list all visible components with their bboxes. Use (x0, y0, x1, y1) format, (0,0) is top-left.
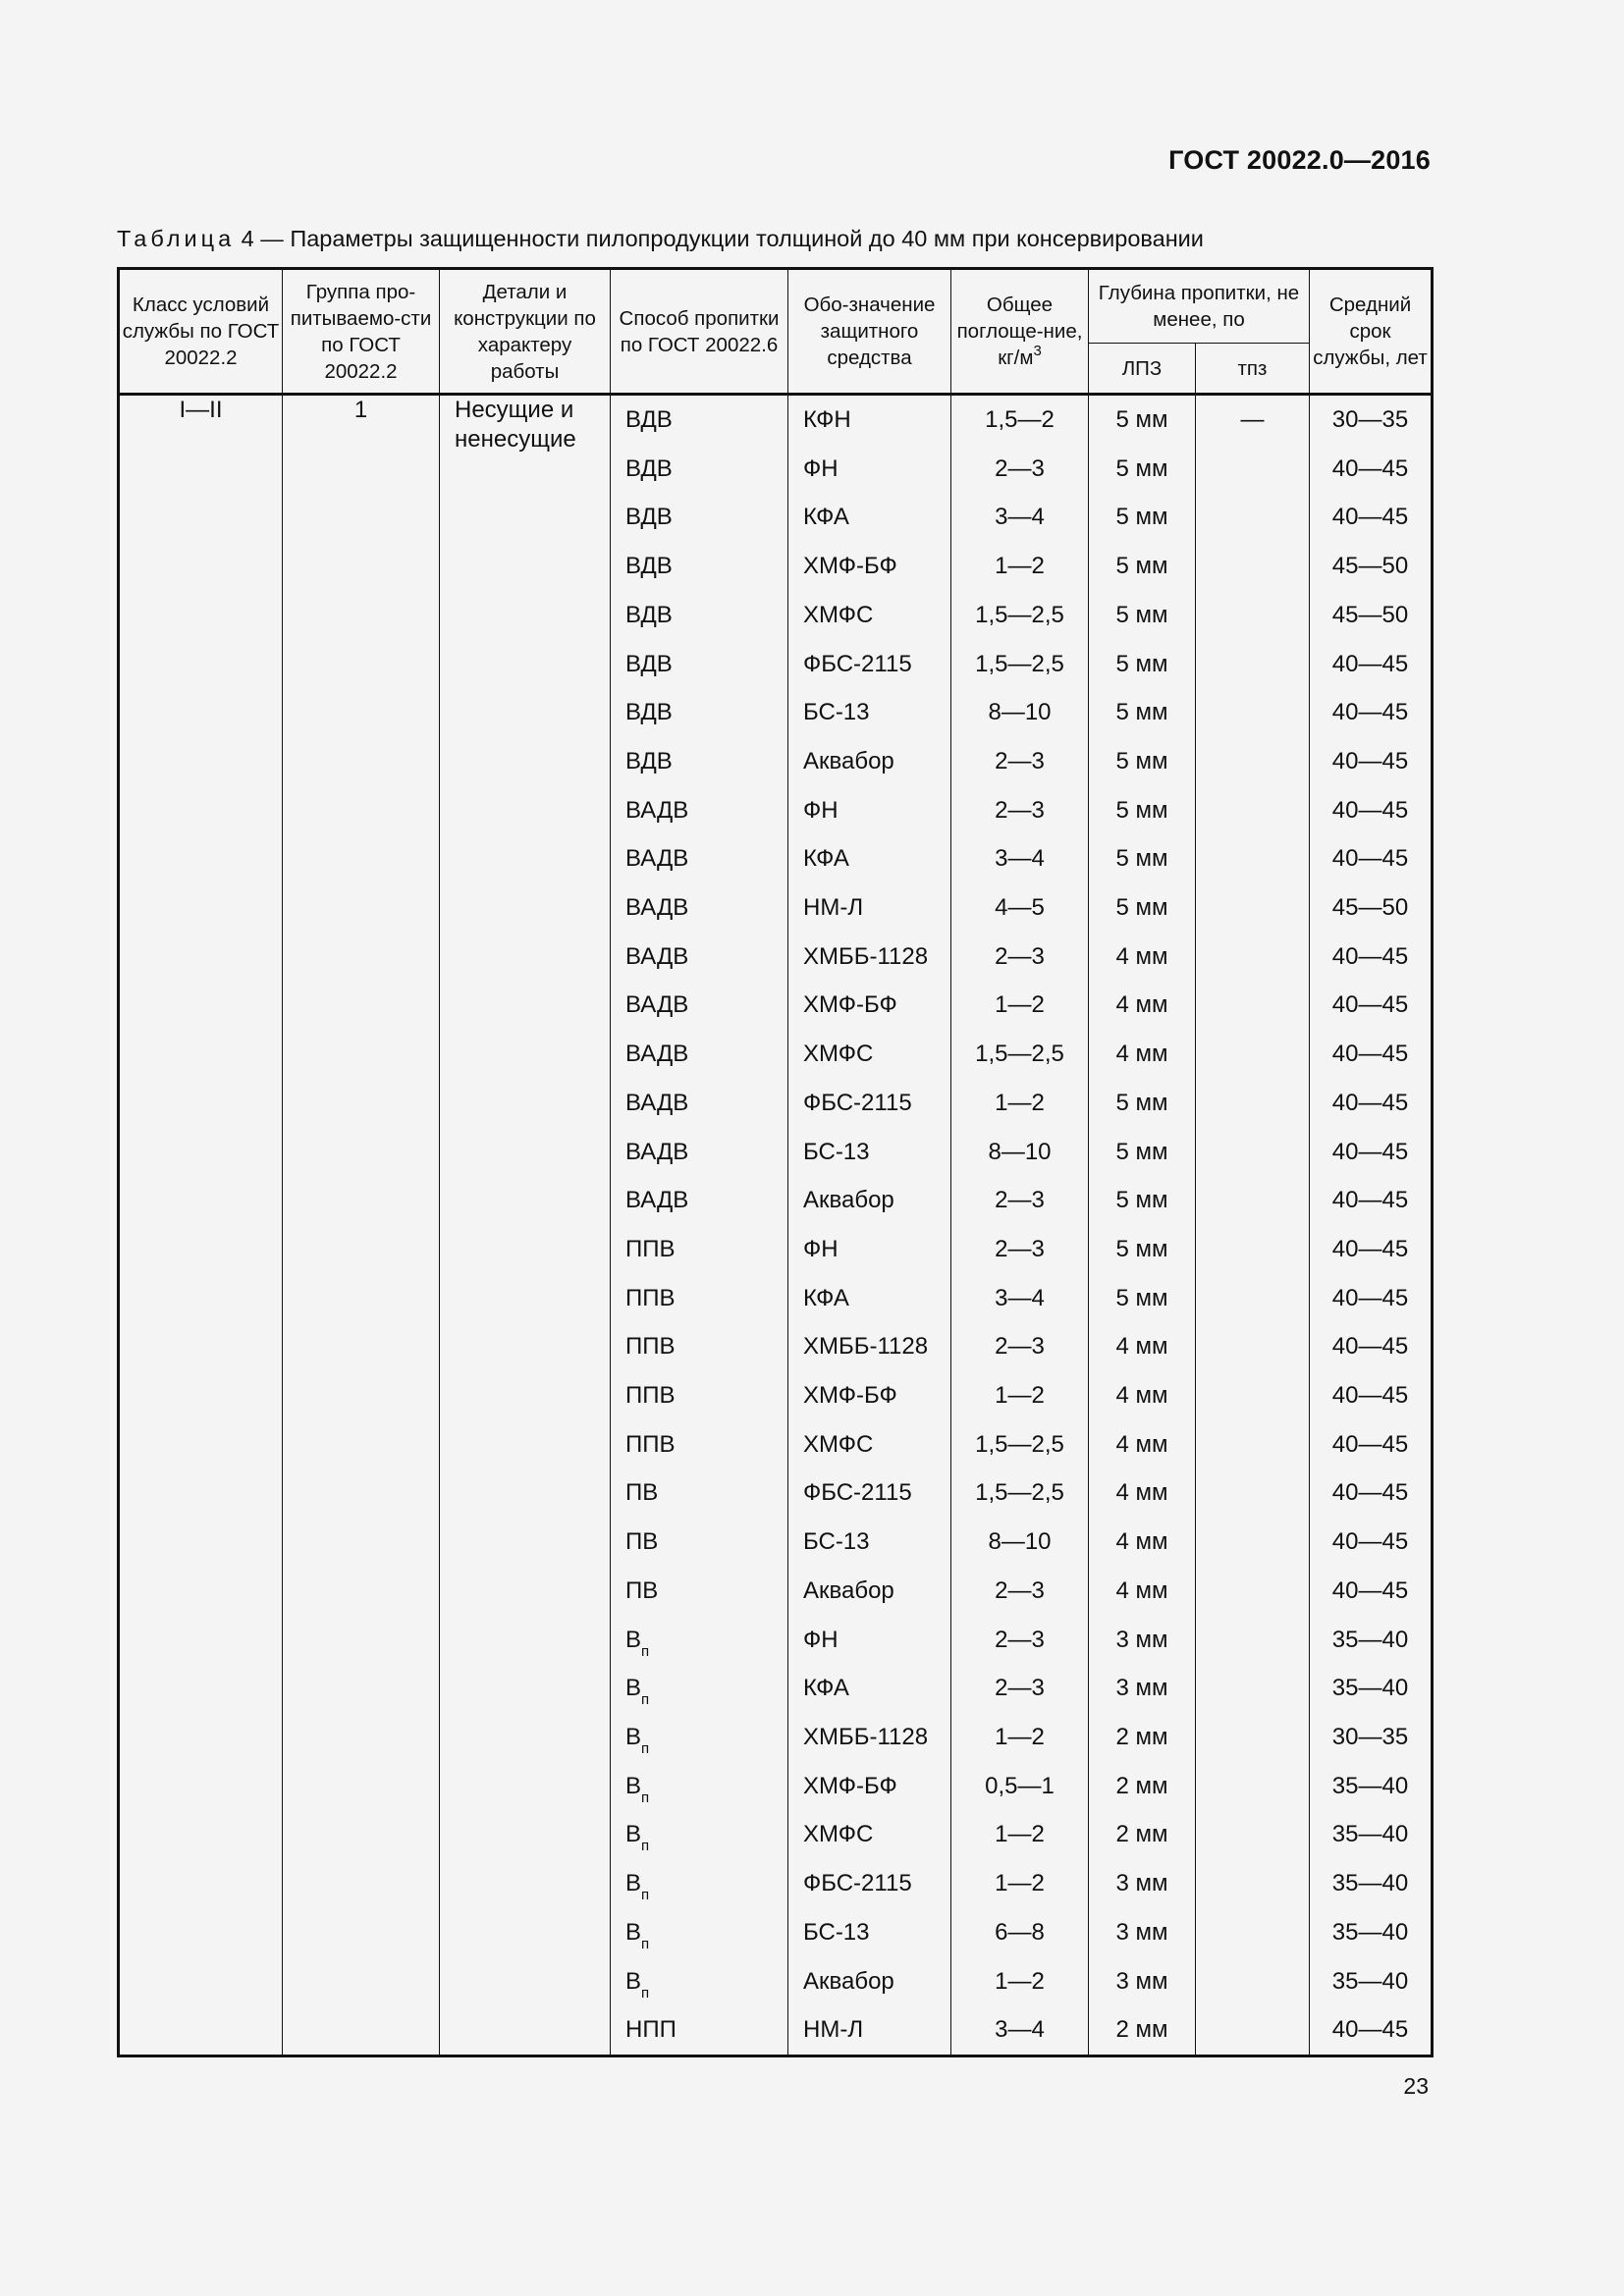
cell-service-life: 40—45 (1310, 1176, 1433, 1225)
cell-agent: ХМФС (788, 591, 951, 640)
cell-absorption: 1—2 (951, 981, 1089, 1030)
cell-method-text: В (625, 1626, 642, 1653)
cell-method-text: ВДВ (625, 553, 673, 580)
cell-tpz (1196, 1957, 1310, 2006)
cell-method-subscript: п (641, 1789, 650, 1806)
cell-service-life: 35—40 (1310, 1859, 1433, 1908)
cell-service-life: 35—40 (1310, 1957, 1433, 2006)
cell-service-life: 40—45 (1310, 1079, 1433, 1128)
cell-method-text: ППВ (625, 1382, 676, 1410)
cell-lpz: 5 мм (1089, 1225, 1196, 1274)
cell-agent: ФБС-2115 (788, 1468, 951, 1518)
cell-agent: ФН (788, 1616, 951, 1665)
header-agent: Обо-значение защитного средства (788, 269, 951, 395)
cell-absorption: 2—3 (951, 1664, 1089, 1713)
cell-tpz (1196, 834, 1310, 883)
cell-agent: ХМФС (788, 1420, 951, 1469)
header-service-class: Класс условий службы по ГОСТ 20022.2 (119, 269, 283, 395)
cell-service-life: 45—50 (1310, 591, 1433, 640)
cell-method (611, 1957, 788, 2006)
cell-tpz (1196, 1225, 1310, 1274)
cell-tpz (1196, 2005, 1310, 2056)
cell-method-text: ВАДВ (625, 1138, 689, 1165)
cell-lpz: 5 мм (1089, 688, 1196, 737)
cell-tpz (1196, 1176, 1310, 1225)
cell-tpz: — (1196, 395, 1310, 445)
cell-method-text: В (625, 1821, 642, 1848)
cell-service-life: 30—35 (1310, 395, 1433, 445)
table-caption (117, 226, 1433, 252)
cell-method (611, 542, 788, 591)
cell-method-subscript: п (641, 1838, 650, 1855)
cell-absorption: 1—2 (951, 1957, 1089, 2006)
cell-agent: КФА (788, 1664, 951, 1713)
cell-lpz: 5 мм (1089, 542, 1196, 591)
cell-method-text: ППВ (625, 1235, 676, 1262)
cell-tpz (1196, 737, 1310, 786)
cell-service-class: I—II (119, 395, 283, 2056)
cell-absorption: 1,5—2 (951, 395, 1089, 445)
cell-method-text: ВАДВ (625, 1089, 689, 1116)
cell-method-text: ВДВ (625, 699, 673, 726)
cell-method-text: ВДВ (625, 650, 673, 677)
cell-method-text: ВАДВ (625, 942, 689, 970)
header-tpz: тпз (1196, 344, 1310, 395)
cell-method (611, 834, 788, 883)
cell-tpz (1196, 1420, 1310, 1469)
page-number: 23 (1403, 2073, 1429, 2099)
cell-agent: ФН (788, 786, 951, 835)
cell-method (611, 1664, 788, 1713)
cell-method (611, 1810, 788, 1859)
cell-agent: БС-13 (788, 688, 951, 737)
cell-agent: КФА (788, 1274, 951, 1323)
cell-lpz: 3 мм (1089, 1957, 1196, 2006)
cell-method (611, 1274, 788, 1323)
cell-absorption: 0,5—1 (951, 1762, 1089, 1811)
cell-agent: ФН (788, 445, 951, 494)
cell-agent: БС-13 (788, 1908, 951, 1957)
cell-method (611, 1176, 788, 1225)
cell-method (611, 591, 788, 640)
cell-service-life: 45—50 (1310, 883, 1433, 933)
cell-method-text: В (625, 1723, 642, 1750)
cell-lpz: 5 мм (1089, 737, 1196, 786)
cell-tpz (1196, 591, 1310, 640)
cell-absorption: 2—3 (951, 1176, 1089, 1225)
cell-method-text: ВАДВ (625, 1041, 689, 1068)
cell-service-life: 40—45 (1310, 1420, 1433, 1469)
cell-agent: НМ-Л (788, 2005, 951, 2056)
cell-method (611, 1762, 788, 1811)
cell-method (611, 1567, 788, 1616)
cell-method-text: ППВ (625, 1333, 676, 1361)
cell-method-text: ПВ (625, 1479, 659, 1507)
cell-method-text: ВАДВ (625, 991, 689, 1019)
cell-method (611, 1518, 788, 1567)
cell-method (611, 493, 788, 542)
cell-absorption: 8—10 (951, 1518, 1089, 1567)
cell-lpz: 3 мм (1089, 1616, 1196, 1665)
cell-service-life: 40—45 (1310, 834, 1433, 883)
cell-agent: НМ-Л (788, 883, 951, 933)
cell-method-text: В (625, 1918, 642, 1946)
cell-absorption: 2—3 (951, 1616, 1089, 1665)
cell-agent: ХМФ-БФ (788, 1371, 951, 1420)
cell-method (611, 2005, 788, 2056)
cell-tpz (1196, 1567, 1310, 1616)
header-depth: Глубина пропитки, не менее, по (1089, 269, 1310, 344)
cell-absorption: 2—3 (951, 1567, 1089, 1616)
cell-absorption: 1—2 (951, 1859, 1089, 1908)
cell-method-text: ВДВ (625, 601, 673, 628)
cell-absorption: 1,5—2,5 (951, 591, 1089, 640)
cell-method (611, 1128, 788, 1177)
cell-service-life: 40—45 (1310, 688, 1433, 737)
header-method: Способ пропитки по ГОСТ 20022.6 (611, 269, 788, 395)
cell-absorption: 8—10 (951, 688, 1089, 737)
cell-method (611, 1322, 788, 1371)
cell-method-text: ПВ (625, 1576, 659, 1604)
cell-method-text: ВДВ (625, 454, 673, 482)
cell-method-text: ППВ (625, 1284, 676, 1311)
header-absorption-text: Общее поглоще-ние, кг/м (956, 294, 1083, 369)
cell-agent: ХМФ-БФ (788, 1762, 951, 1811)
cell-lpz: 4 мм (1089, 1322, 1196, 1371)
cell-tpz (1196, 1762, 1310, 1811)
cell-tpz (1196, 1616, 1310, 1665)
cell-lpz: 5 мм (1089, 883, 1196, 933)
cell-method (611, 640, 788, 689)
cell-absorption: 2—3 (951, 786, 1089, 835)
cell-agent: ФБС-2115 (788, 640, 951, 689)
cell-agent: ФБС-2115 (788, 1859, 951, 1908)
cell-method-subscript: п (641, 1887, 650, 1904)
cell-tpz (1196, 493, 1310, 542)
cell-lpz: 5 мм (1089, 1176, 1196, 1225)
cell-agent: Аквабор (788, 1567, 951, 1616)
cell-method-text: ВАДВ (625, 894, 689, 922)
cell-lpz: 5 мм (1089, 640, 1196, 689)
cell-tpz (1196, 1371, 1310, 1420)
cell-service-life: 35—40 (1310, 1616, 1433, 1665)
table-caption-label: Таблица (117, 226, 236, 251)
cell-absorption: 2—3 (951, 933, 1089, 982)
cell-lpz: 5 мм (1089, 395, 1196, 445)
cell-tpz (1196, 981, 1310, 1030)
document-standard-header: ГОСТ 20022.0—2016 (1168, 145, 1431, 175)
cell-lpz: 2 мм (1089, 2005, 1196, 2056)
cell-lpz: 5 мм (1089, 493, 1196, 542)
cell-method (611, 1225, 788, 1274)
protection-parameters-table (117, 267, 1434, 2057)
table-row (119, 395, 1433, 445)
cell-lpz: 4 мм (1089, 933, 1196, 982)
cell-absorption: 1,5—2,5 (951, 1420, 1089, 1469)
cell-method (611, 1908, 788, 1957)
cell-agent: БС-13 (788, 1518, 951, 1567)
header-absorption-sup: 3 (1033, 343, 1042, 359)
cell-agent: Аквабор (788, 1957, 951, 2006)
cell-absorption: 2—3 (951, 737, 1089, 786)
cell-service-life: 40—45 (1310, 1274, 1433, 1323)
cell-lpz: 2 мм (1089, 1713, 1196, 1762)
cell-absorption: 1—2 (951, 1371, 1089, 1420)
cell-tpz (1196, 1518, 1310, 1567)
cell-absorption: 1,5—2,5 (951, 1468, 1089, 1518)
cell-agent: ФН (788, 1225, 951, 1274)
cell-service-life: 35—40 (1310, 1908, 1433, 1957)
cell-lpz: 4 мм (1089, 1030, 1196, 1079)
cell-lpz: 4 мм (1089, 1567, 1196, 1616)
cell-absorption: 1—2 (951, 1079, 1089, 1128)
cell-lpz: 3 мм (1089, 1664, 1196, 1713)
cell-method-text: ППВ (625, 1430, 676, 1458)
cell-method-text: В (625, 1772, 642, 1799)
cell-service-life: 40—45 (1310, 1518, 1433, 1567)
cell-method-subscript: п (641, 1984, 650, 2002)
header-absorption (951, 269, 1089, 395)
cell-agent: ХМФ-БФ (788, 542, 951, 591)
cell-tpz (1196, 1810, 1310, 1859)
cell-tpz (1196, 445, 1310, 494)
cell-absorption: 2—3 (951, 445, 1089, 494)
cell-lpz: 5 мм (1089, 1274, 1196, 1323)
cell-method (611, 1713, 788, 1762)
cell-method (611, 883, 788, 933)
cell-lpz: 5 мм (1089, 1079, 1196, 1128)
cell-service-life: 40—45 (1310, 786, 1433, 835)
cell-method-text: ПВ (625, 1528, 659, 1556)
cell-method-text: ВДВ (625, 747, 673, 774)
cell-agent: ХМББ-1128 (788, 1322, 951, 1371)
cell-tpz (1196, 786, 1310, 835)
header-service-life: Средний срок службы, лет (1310, 269, 1433, 395)
cell-service-life: 40—45 (1310, 640, 1433, 689)
table-caption-text: 4 — Параметры защищенности пилопродукции толщиной до 40 мм при консервировании (235, 226, 1204, 251)
cell-impregnation-group: 1 (283, 395, 440, 2056)
cell-method (611, 1079, 788, 1128)
cell-method-text: ВДВ (625, 406, 673, 433)
cell-absorption: 1,5—2,5 (951, 640, 1089, 689)
cell-service-life: 40—45 (1310, 493, 1433, 542)
cell-tpz (1196, 1859, 1310, 1908)
cell-method (611, 445, 788, 494)
cell-service-life: 40—45 (1310, 1567, 1433, 1616)
cell-agent: КФН (788, 395, 951, 445)
cell-lpz: 4 мм (1089, 1518, 1196, 1567)
cell-agent: ХМФС (788, 1030, 951, 1079)
cell-method-subscript: п (641, 1691, 650, 1709)
cell-service-life: 30—35 (1310, 1713, 1433, 1762)
cell-method-text: В (625, 1870, 642, 1897)
cell-tpz (1196, 1713, 1310, 1762)
cell-service-life: 40—45 (1310, 2005, 1433, 2056)
cell-tpz (1196, 688, 1310, 737)
cell-service-life: 40—45 (1310, 737, 1433, 786)
cell-absorption: 6—8 (951, 1908, 1089, 1957)
cell-service-life: 40—45 (1310, 1322, 1433, 1371)
cell-method (611, 981, 788, 1030)
cell-absorption: 1—2 (951, 1810, 1089, 1859)
cell-service-life: 40—45 (1310, 1225, 1433, 1274)
cell-agent: Аквабор (788, 737, 951, 786)
cell-service-life: 45—50 (1310, 542, 1433, 591)
cell-method-subscript: п (641, 1642, 650, 1660)
cell-lpz: 5 мм (1089, 786, 1196, 835)
cell-agent: ФБС-2115 (788, 1079, 951, 1128)
cell-tpz (1196, 1128, 1310, 1177)
cell-lpz: 3 мм (1089, 1859, 1196, 1908)
cell-lpz: 5 мм (1089, 591, 1196, 640)
cell-lpz: 5 мм (1089, 834, 1196, 883)
cell-agent: ХМББ-1128 (788, 933, 951, 982)
cell-tpz (1196, 1468, 1310, 1518)
cell-tpz (1196, 542, 1310, 591)
cell-method (611, 933, 788, 982)
cell-lpz: 5 мм (1089, 445, 1196, 494)
table-header (119, 269, 1433, 395)
cell-absorption: 3—4 (951, 493, 1089, 542)
cell-tpz (1196, 1079, 1310, 1128)
cell-service-life: 40—45 (1310, 1030, 1433, 1079)
cell-service-life: 40—45 (1310, 1128, 1433, 1177)
cell-method (611, 1468, 788, 1518)
cell-tpz (1196, 1322, 1310, 1371)
cell-agent: Аквабор (788, 1176, 951, 1225)
cell-agent: ХМББ-1128 (788, 1713, 951, 1762)
cell-tpz (1196, 1908, 1310, 1957)
cell-service-life: 40—45 (1310, 445, 1433, 494)
header-parts: Детали и конструкции по характеру работы (440, 269, 611, 395)
cell-tpz (1196, 1274, 1310, 1323)
cell-method-text: ВАДВ (625, 1187, 689, 1214)
cell-absorption: 1,5—2,5 (951, 1030, 1089, 1079)
cell-service-life: 40—45 (1310, 1468, 1433, 1518)
cell-service-life: 40—45 (1310, 981, 1433, 1030)
cell-agent: БС-13 (788, 1128, 951, 1177)
cell-method-text: ВАДВ (625, 796, 689, 824)
cell-absorption: 8—10 (951, 1128, 1089, 1177)
cell-method-text: НПП (625, 2016, 677, 2044)
cell-lpz: 2 мм (1089, 1810, 1196, 1859)
cell-method (611, 737, 788, 786)
cell-service-life: 35—40 (1310, 1664, 1433, 1713)
cell-service-life: 40—45 (1310, 933, 1433, 982)
cell-lpz: 2 мм (1089, 1762, 1196, 1811)
cell-absorption: 1—2 (951, 542, 1089, 591)
cell-service-life: 40—45 (1310, 1371, 1433, 1420)
cell-method (611, 1030, 788, 1079)
cell-tpz (1196, 933, 1310, 982)
cell-absorption: 2—3 (951, 1322, 1089, 1371)
cell-absorption: 4—5 (951, 883, 1089, 933)
cell-agent: ХМФС (788, 1810, 951, 1859)
cell-tpz (1196, 883, 1310, 933)
header-impregnation-group: Группа про-питываемо-сти по ГОСТ 20022.2 (283, 269, 440, 395)
cell-tpz (1196, 640, 1310, 689)
cell-method (611, 1616, 788, 1665)
cell-method-subscript: п (641, 1739, 650, 1757)
cell-method (611, 1420, 788, 1469)
cell-method-text: В (625, 1675, 642, 1702)
cell-absorption: 1—2 (951, 1713, 1089, 1762)
cell-tpz (1196, 1030, 1310, 1079)
cell-agent: КФА (788, 834, 951, 883)
cell-method (611, 688, 788, 737)
cell-absorption: 2—3 (951, 1225, 1089, 1274)
cell-service-life: 35—40 (1310, 1810, 1433, 1859)
cell-lpz: 4 мм (1089, 1371, 1196, 1420)
cell-method-text: ВАДВ (625, 845, 689, 873)
cell-method-subscript: п (641, 1935, 650, 1952)
cell-method (611, 1859, 788, 1908)
cell-absorption: 3—4 (951, 2005, 1089, 2056)
header-lpz: ЛПЗ (1089, 344, 1196, 395)
cell-agent: ХМФ-БФ (788, 981, 951, 1030)
cell-method-text: В (625, 1967, 642, 1995)
cell-method-text: ВДВ (625, 504, 673, 531)
table-body (119, 395, 1433, 2056)
cell-service-life: 35—40 (1310, 1762, 1433, 1811)
cell-method (611, 395, 788, 445)
cell-agent: КФА (788, 493, 951, 542)
cell-lpz: 5 мм (1089, 1128, 1196, 1177)
cell-lpz: 4 мм (1089, 981, 1196, 1030)
cell-absorption: 3—4 (951, 834, 1089, 883)
cell-parts: Несущие и ненесущие (440, 395, 611, 2056)
cell-absorption: 3—4 (951, 1274, 1089, 1323)
cell-lpz: 3 мм (1089, 1908, 1196, 1957)
cell-lpz: 4 мм (1089, 1420, 1196, 1469)
cell-lpz: 4 мм (1089, 1468, 1196, 1518)
cell-method (611, 1371, 788, 1420)
cell-tpz (1196, 1664, 1310, 1713)
cell-method (611, 786, 788, 835)
